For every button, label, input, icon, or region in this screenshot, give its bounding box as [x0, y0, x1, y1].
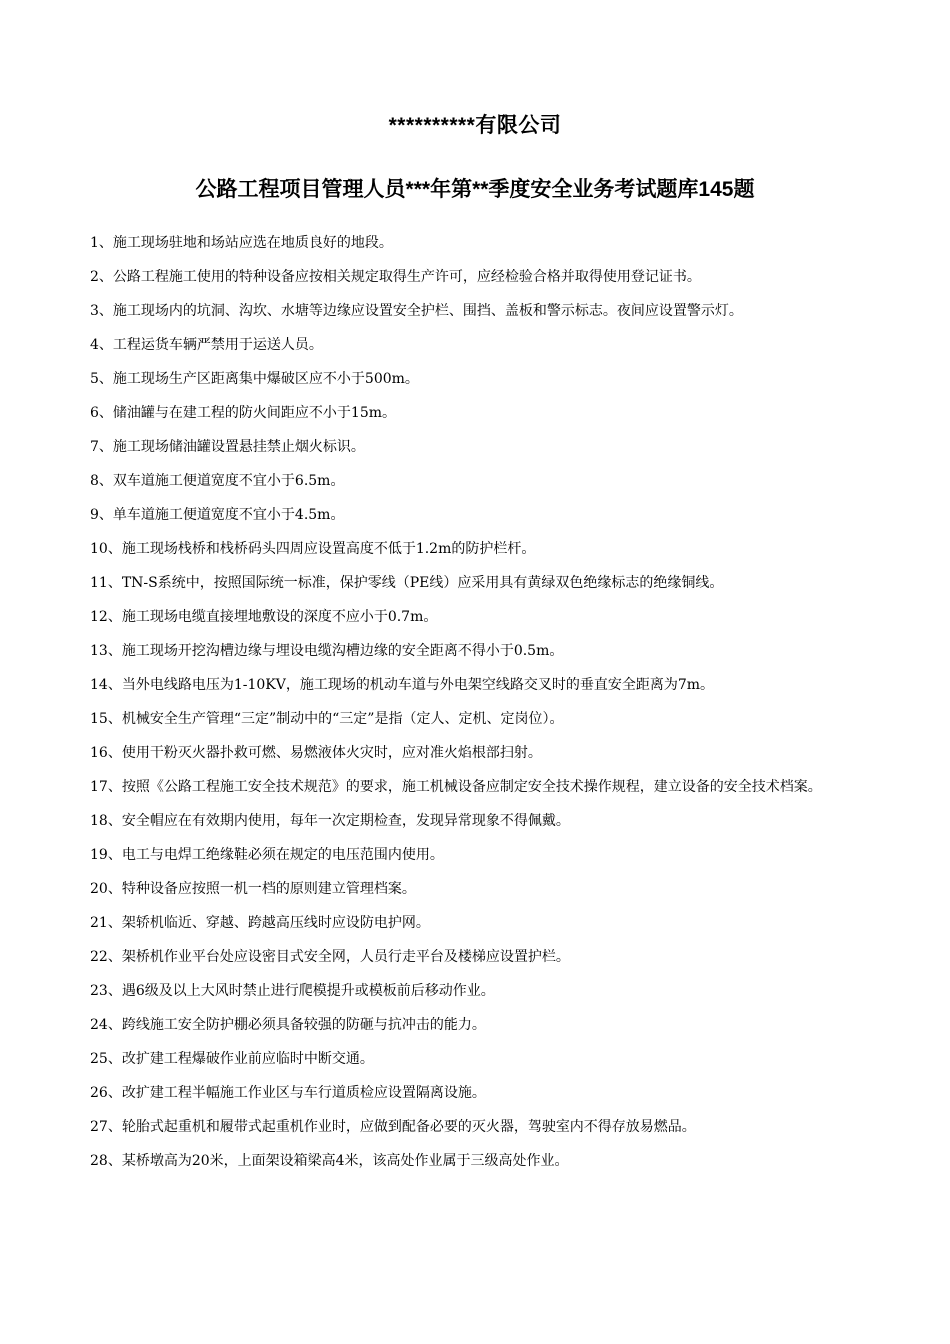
question-item: 5、施工现场生产区距离集中爆破区应不小于500m。 — [90, 371, 419, 387]
question-list — [90, 226, 870, 1178]
question-item: 19、电工与电焊工绝缘鞋必须在规定的电压范围内使用。 — [90, 847, 444, 863]
question-item: 8、双车道施工便道宽度不宜小于6.5m。 — [90, 473, 345, 489]
question-item: 10、施工现场栈桥和栈桥码头四周应设置高度不低于1.2m的防护栏杆。 — [90, 541, 536, 557]
question-item: 11、TN-S系统中，按照国际统一标准，保护零线（PE线）应采用具有黄绿双色绝缘标志的绝缘铜线。 — [90, 575, 724, 591]
question-item: 20、特种设备应按照一机一档的原则建立管理档案。 — [90, 881, 416, 897]
question-item: 23、遇6级及以上大风时禁止进行爬模提升或模板前后移动作业。 — [90, 983, 495, 999]
question-item: 28、某桥墩高为20米，上面架设箱梁高4米，该高处作业属于三级高处作业。 — [90, 1153, 569, 1169]
question-item: 24、跨线施工安全防护棚必须具备较强的防砸与抗冲击的能力。 — [90, 1017, 486, 1033]
question-item: 18、安全帽应在有效期内使用，每年一次定期检查，发现异常现象不得佩戴。 — [90, 813, 570, 829]
question-item: 25、改扩建工程爆破作业前应临时中断交通。 — [90, 1051, 374, 1067]
question-item: 21、架轿机临近、穿越、跨越高压线时应设防电护网。 — [90, 915, 430, 931]
question-item: 6、储油罐与在建工程的防火间距应不小于15m。 — [90, 405, 396, 421]
company-name: **********有限公司 — [388, 114, 562, 137]
question-item: 14、当外电线路电压为1-10KV，施工现场的机动车道与外电架空线路交叉时的垂直安全距离为7m。 — [90, 677, 715, 693]
question-item: 2、公路工程施工使用的特种设备应按相关规定取得生产许可，应经检验合格并取得使用登记证书。 — [90, 269, 701, 285]
question-item: 17、按照《公路工程施工安全技术规范》的要求，施工机械设备应制定安全技术操作规程，建立设备的安全技术档案。 — [90, 779, 822, 795]
question-item: 26、改扩建工程半幅施工作业区与车行道质检应设置隔离设施。 — [90, 1085, 486, 1101]
question-item: 27、轮胎式起重机和履带式起重机作业时，应做到配备必要的灭火器，驾驶室内不得存放易燃品。 — [90, 1119, 696, 1135]
question-item: 3、施工现场内的坑洞、沟坎、水塘等边缘应设置安全护栏、围挡、盖板和警示标志。夜间应设置警示灯。 — [90, 303, 743, 319]
question-item: 16、使用干粉灭火器扑救可燃、易燃液体火灾时，应对准火焰根部扫射。 — [90, 745, 542, 761]
question-item: 13、施工现场开挖沟槽边缘与埋设电缆沟槽边缘的安全距离不得小于0.5m。 — [90, 643, 564, 659]
question-item: 4、工程运货车辆严禁用于运送人员。 — [90, 337, 323, 353]
question-item: 22、架桥机作业平台处应设密目式安全网，人员行走平台及楼梯应设置护栏。 — [90, 949, 570, 965]
question-item: 15、机械安全生产管理“三定”制动中的“三定”是指（定人、定机、定岗位）。 — [90, 711, 564, 727]
question-item: 9、单车道施工便道宽度不宜小于4.5m。 — [90, 507, 345, 523]
question-item: 7、施工现场储油罐设置悬挂禁止烟火标识。 — [90, 439, 365, 455]
question-item: 12、施工现场电缆直接埋地敷设的深度不应小于0.7m。 — [90, 609, 438, 625]
question-item: 1、施工现场驻地和场站应选在地质良好的地段。 — [90, 235, 393, 251]
document-title: 公路工程项目管理人员***年第**季度安全业务考试题库145题 — [195, 178, 755, 201]
